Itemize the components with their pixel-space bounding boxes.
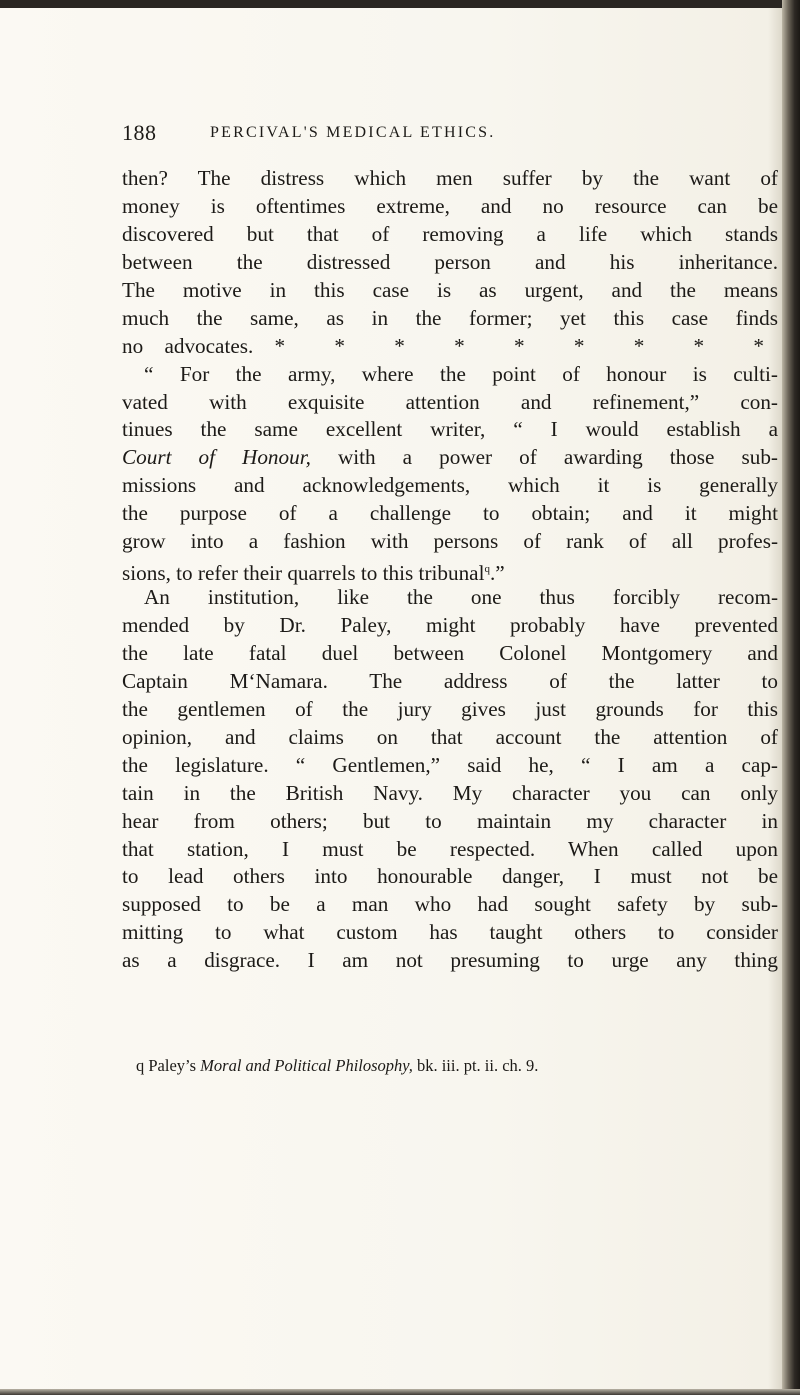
text-line: much the same, as in the former; yet this case finds xyxy=(122,305,778,330)
footnote-prefix: Paley’s xyxy=(144,1056,201,1075)
italic-title: Court of Honour, xyxy=(122,445,311,470)
body-text xyxy=(122,165,778,975)
text-line: missions and acknowledgements, which it is generally xyxy=(122,473,778,498)
text-line: tain in the British Navy. My character you can only xyxy=(122,780,778,805)
text-line: vated with exquisite attention and refinement,” con- xyxy=(122,389,778,414)
book-spine-edge xyxy=(782,0,800,1395)
text-segment: .” xyxy=(489,561,505,586)
page-top-edge xyxy=(0,0,800,8)
text-line xyxy=(122,333,778,361)
text-line xyxy=(122,556,778,584)
page-header xyxy=(122,120,780,150)
text-line: tinues the same excellent writer, “ I would establish a xyxy=(122,417,778,442)
text-segment: sions, to refer their quarrels to this tribunal xyxy=(122,561,485,586)
footnote-title: Moral and Political Philosophy, xyxy=(200,1056,413,1075)
text-line: to lead others into honourable danger, I must not be xyxy=(122,864,778,889)
running-head: PERCIVAL'S MEDICAL ETHICS. xyxy=(210,124,496,141)
text-line: An institution, like the one thus forcibly recom- xyxy=(144,585,778,610)
text-line: discovered but that of removing a life which stands xyxy=(122,221,778,246)
text-line: the gentlemen of the jury gives just grounds for this xyxy=(122,696,778,721)
text-line: opinion, and claims on that account the attention of xyxy=(122,724,778,749)
text-segment: no advocates. xyxy=(122,333,254,358)
footnote xyxy=(136,1056,776,1076)
text-line: “ For the army, where the point of honour is culti- xyxy=(144,361,778,386)
text-line: between the distressed person and his inheritance. xyxy=(122,249,778,274)
page-number: 188 xyxy=(122,120,157,145)
text-line: that station, I must be respected. When called upon xyxy=(122,836,778,861)
text-line: hear from others; but to maintain my character in xyxy=(122,808,778,833)
text-line: as a disgrace. I am not presuming to urge any thing xyxy=(122,948,778,973)
text-segment: with a power of awarding those sub- xyxy=(310,445,778,470)
text-line: the purpose of a challenge to obtain; and it might xyxy=(122,501,778,526)
footnote-suffix: bk. iii. pt. ii. ch. 9. xyxy=(412,1056,539,1075)
text-line: mitting to what custom has taught others to consider xyxy=(122,920,778,945)
text-line: grow into a fashion with persons of rank of all profes- xyxy=(122,529,778,554)
footnote-mark: q xyxy=(136,1056,145,1075)
footnote-reference: q xyxy=(484,563,490,576)
text-line: the legislature. “ Gentlemen,” said he, “ I am a cap- xyxy=(122,752,778,777)
text-line xyxy=(122,444,778,472)
text-line: the late fatal duel between Colonel Montgomery and xyxy=(122,640,778,665)
text-line: Captain M‘Namara. The address of the latter to xyxy=(122,668,778,693)
asterisk-row: * * * * * * * * * xyxy=(274,333,779,358)
text-line: mended by Dr. Paley, might probably have prevented xyxy=(122,613,778,637)
text-line: supposed to be a man who had sought safety by sub- xyxy=(122,892,778,917)
page-bottom-edge xyxy=(0,1389,800,1395)
text-line: then? The distress which men suffer by the want of xyxy=(122,166,778,190)
text-line: The motive in this case is as urgent, and the means xyxy=(122,277,778,302)
text-line: money is oftentimes extreme, and no resource can be xyxy=(122,193,778,218)
